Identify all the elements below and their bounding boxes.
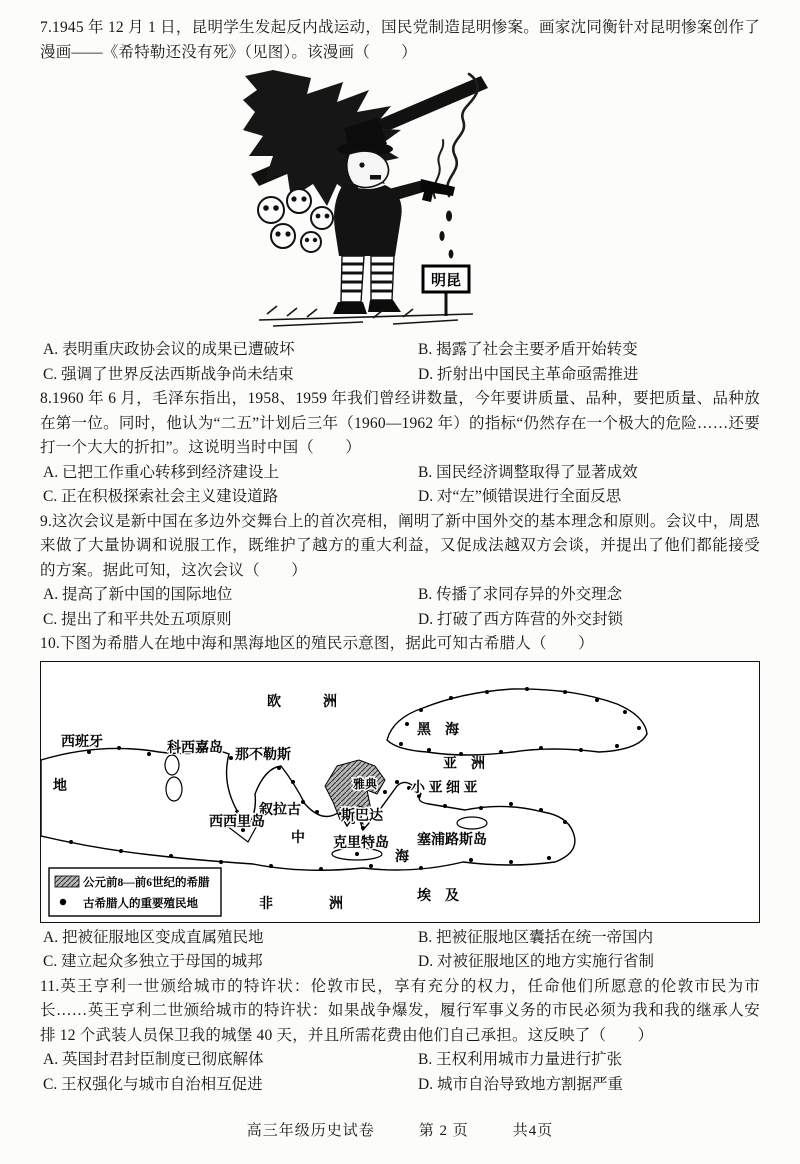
map-label-egypt: 埃 及 <box>417 888 459 904</box>
map-label-asia-minor: 小 亚 细 亚 <box>411 780 478 796</box>
map-label-spain: 西班牙 <box>61 734 103 750</box>
question-8-option-a: A. 已把工作重心转移到经济建设上 <box>43 463 279 481</box>
pistol <box>420 179 455 202</box>
map-label-sicily: 西西里岛 <box>209 814 265 830</box>
question-9-stem: 9.这次会议是新中国在多边外交舞台上的首次亮相，阐明了新中国外交的基本理念和原则。会议中，周恩来做了大量协调和说服工作，既维护了越方的重大利益，又促成法越双方会谈，并提出了他们都能接受的方案。据此可知，这次会议（ ） <box>40 512 760 579</box>
question-7-options <box>40 338 760 387</box>
footer-total-pages: 共4页 <box>512 1123 554 1139</box>
map-label-crete: 克里特岛 <box>333 835 389 851</box>
question-10-option-c: C. 建立起众多独立于母国的城邦 <box>43 953 263 970</box>
footer-page-number: 第 2 页 <box>418 1123 469 1139</box>
legend-swatch-colony <box>60 898 66 904</box>
legend-label-greece: 公元前8—前6世纪的希腊 <box>83 876 210 889</box>
question-11-option-d: D. 城市自治导致地方割据严重 <box>418 1075 623 1093</box>
question-11-option-a: A. 英国封君封臣制度已彻底解体 <box>43 1051 264 1068</box>
question-9-option-a: A. 提高了新中国的国际地位 <box>43 586 233 603</box>
figure-face <box>347 151 389 187</box>
question-8 <box>40 387 760 510</box>
question-8-option-d: D. 对“左”倾错误进行全面反思 <box>418 488 622 505</box>
question-9 <box>40 510 760 633</box>
question-8-stem: 8.1960 年 6 月，毛泽东指出，1958、1959 年我们曾经讲数量，今年要讲质量、品种，要把质量、品种放在第一位。同时，他认为“二五”计划后三年（1960—1962 年）的指标“仍然存在一个极大的危险……还要打一个大大的折扣”。这说明当时中国（ ） <box>40 390 760 456</box>
map-label-asia: 亚 洲 <box>443 756 485 772</box>
map-label-naples: 那不勒斯 <box>235 747 291 763</box>
question-7-option-d: D. 折射出中国民主革命亟需推进 <box>418 365 639 383</box>
question-8-option-b: B. 国民经济调整取得了显著成效 <box>418 463 638 481</box>
map-label-sparta: 斯巴达 <box>341 808 383 824</box>
legend-swatch-greece <box>55 876 79 887</box>
question-11 <box>40 975 760 1098</box>
map-label-africa: 非 洲 <box>259 896 343 912</box>
map-label-med-2: 中 <box>291 830 305 846</box>
cartoon-sign-text: 明昆 <box>430 273 462 289</box>
question-7-option-c: C. 强调了世界反法西斯战争尚未结束 <box>43 365 294 383</box>
map-image <box>41 662 757 922</box>
question-8-option-c: C. 正在积极探索社会主义建设道路 <box>43 488 279 505</box>
map-label-black-sea: 黑 海 <box>417 722 459 738</box>
question-10-option-d: D. 对被征服地区的地方实施行省制 <box>418 953 654 970</box>
question-9-option-d: D. 打破了西方阵营的外交封锁 <box>418 610 623 628</box>
question-7-option-a: A. 表明重庆政协会议的成果已遭破坏 <box>43 341 295 358</box>
map-label-med-3: 海 <box>395 849 409 865</box>
question-7-cartoon-figure <box>243 70 488 335</box>
question-10 <box>40 632 760 975</box>
question-10-stem: 10.下图为希腊人在地中海和黑海地区的殖民示意图，据此可知古希腊人（ ） <box>40 635 594 652</box>
map-label-athens: 雅典 <box>353 776 378 791</box>
footer-exam-title: 高三年级历史试卷 <box>246 1123 375 1139</box>
question-9-option-b: B. 传播了求同存异的外交理念 <box>418 586 623 603</box>
question-10-options <box>40 926 760 975</box>
cartoon-image <box>243 70 488 330</box>
question-11-stem: 11.英王亨利一世颁给城市的特许状：伦敦市民，享有充分的权力，任命他们所愿意的伦敦市民为市长……英王亨利二世颁给城市的特许状：如果战争爆发，履行军事义务的市民必须为我和我的继承人安排 12 个武装人员保卫我的城堡 40 天，并且所需花费由他们自己承担。这反映了（ ） <box>40 977 760 1044</box>
question-7-stem: 7.1945 年 12 月 1 日，昆明学生发起反内战运动，国民党制造昆明惨案。画家沈同衡针对昆明惨案创作了漫画——《希特勒还没有死》（见图）。该漫画（ ） <box>40 19 760 61</box>
question-11-option-b: B. 王权利用城市力量进行扩张 <box>418 1051 623 1068</box>
question-10-option-a: A. 把被征服地区变成直属殖民地 <box>43 928 264 946</box>
question-10-option-b: B. 把被征服地区囊括在统一帝国内 <box>418 928 654 946</box>
question-11-options <box>40 1048 760 1097</box>
ground-hatching <box>259 306 473 326</box>
question-10-map-figure <box>40 661 760 923</box>
figure-legs <box>333 256 401 314</box>
map-label-cyprus: 塞浦路斯岛 <box>417 832 487 848</box>
map-label-europe: 欧 洲 <box>267 694 337 710</box>
question-9-option-c: C. 提出了和平共处五项原则 <box>43 610 232 628</box>
question-9-options <box>40 583 760 632</box>
question-7-option-b: B. 揭露了社会主要矛盾开始转变 <box>418 341 638 358</box>
figure-mustache <box>370 175 381 180</box>
map-label-syracuse: 叙拉古 <box>259 802 301 818</box>
question-11-option-c: C. 王权强化与城市自治相互促进 <box>43 1075 263 1093</box>
question-7 <box>40 16 760 387</box>
map-legend <box>49 868 221 916</box>
map-label-corsica: 科西嘉岛 <box>167 740 223 756</box>
page-footer <box>0 1119 800 1140</box>
map-label-med-1: 地 <box>53 778 67 794</box>
question-8-options <box>40 461 760 510</box>
legend-label-colony: 古希腊人的重要殖民地 <box>83 897 198 910</box>
